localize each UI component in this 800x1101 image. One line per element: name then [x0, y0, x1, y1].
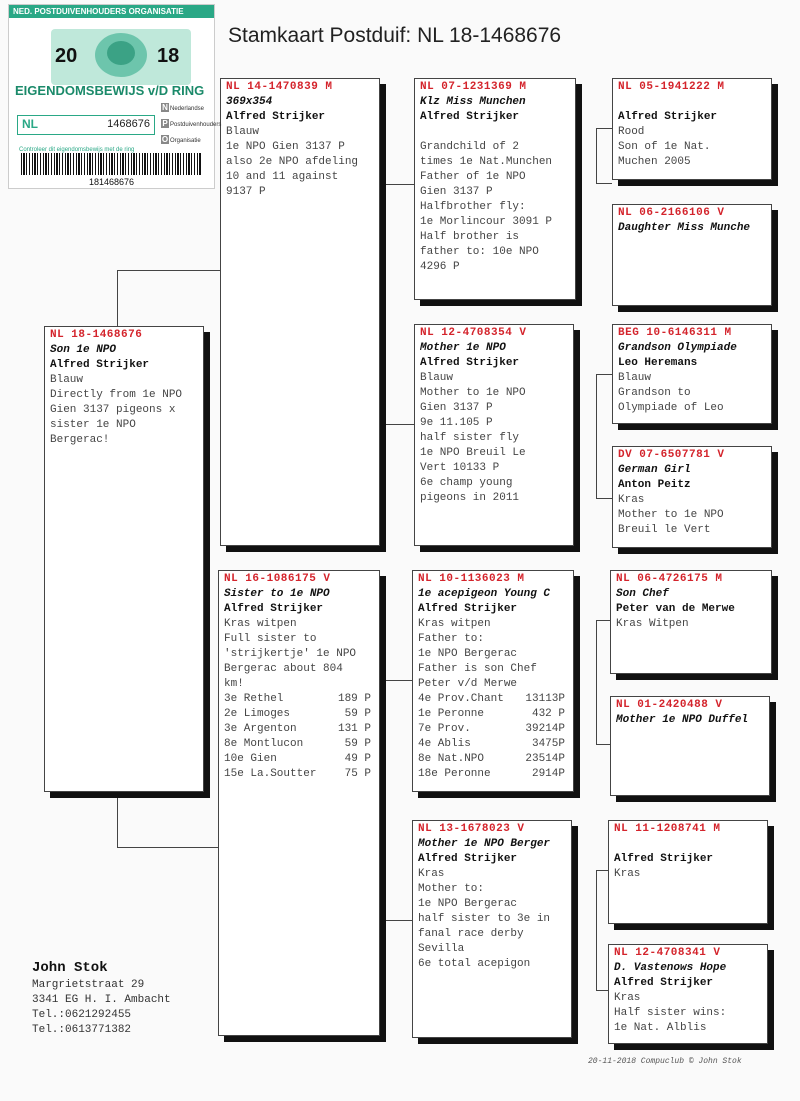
pigeon-name: Grandson Olympiade [618, 342, 737, 354]
spacer [420, 125, 571, 140]
race-result: 3e Rethel 189 P [224, 693, 371, 705]
ddd-card [608, 944, 768, 1044]
owner-name: Alfred Strijker [614, 977, 714, 989]
info-line: 9e 11.105 P [420, 417, 493, 429]
info-line: Bergerac about 804 [224, 663, 343, 675]
dsd-card [610, 696, 770, 796]
info-line: 'strijkertje' 1e NPO [224, 648, 357, 660]
year-right: 18 [157, 45, 180, 67]
info-line: Gien 3137 P [420, 186, 493, 198]
org-line: O Organisatie [161, 135, 201, 144]
barcode [21, 153, 201, 175]
owner-name: Alfred Strijker [618, 111, 718, 123]
owner-name: Peter van de Merwe [616, 603, 735, 615]
info-line: Father to: [418, 633, 485, 645]
owner-name: Alfred Strijker [614, 853, 714, 865]
connector [380, 680, 381, 920]
breeder-phone: Tel.:0621292455 [32, 1009, 132, 1021]
race-result: 15e La.Soutter 75 P [224, 768, 371, 780]
info-line: Kras [614, 992, 641, 1004]
info-line: Kras witpen [224, 618, 297, 630]
info-line: Blauw [420, 372, 454, 384]
info-line: Half sister wins: [614, 1007, 727, 1019]
ssd-card [612, 204, 772, 306]
info-line: 6e total acepigon [418, 958, 531, 970]
connector [380, 680, 412, 681]
info-line: half sister to 3e in [418, 913, 551, 925]
info-line: pigeons in 2011 [420, 492, 520, 504]
pigeon-name: German Girl [618, 464, 691, 476]
sire-dam-card [414, 324, 574, 546]
dam-card [218, 570, 380, 1036]
owner-name: Alfred Strijker [226, 111, 326, 123]
info-line: Blauw [226, 126, 260, 138]
race-result: 4e Ablis 3475P [418, 738, 565, 750]
page-title: Stamkaart Postduif: NL 18-1468676 [228, 24, 562, 47]
race-result: 1e Peronne 432 P [418, 708, 565, 720]
connector [380, 184, 381, 424]
barcode-number: 181468676 [88, 177, 135, 187]
subject-card [44, 326, 204, 792]
race-result: 2e Limoges 59 P [224, 708, 371, 720]
race-result: 8e Nat.NPO 23514P [418, 753, 565, 765]
connector [596, 128, 597, 183]
pigeon-name: Mother 1e NPO Berger [418, 838, 551, 850]
info-line: Kras [418, 868, 445, 880]
info-line: Gien 3137 pigeons x [50, 404, 176, 416]
connector [596, 374, 597, 498]
info-line: Kras witpen [418, 618, 491, 630]
ring-number: NL 16-1086175 V [224, 573, 331, 585]
certificate-header: NED. POSTDUIVENHOUDERS ORGANISATIE [9, 5, 214, 18]
breeder-address: Margrietstraat 29 [32, 979, 145, 991]
owner-name: Alfred Strijker [420, 111, 520, 123]
pigeon-name: Mother 1e NPO Duffel [616, 714, 749, 726]
info-line: Halfbrother fly: [420, 201, 526, 213]
info-line: 1e NPO Bergerac [418, 648, 518, 660]
breeder-address: 3341 EG H. I. Ambacht [32, 994, 171, 1006]
race-result: 4e Prov.Chant 13113P [418, 693, 565, 705]
ring-certificate [8, 4, 222, 189]
info-line: Son of 1e Nat. [618, 141, 711, 153]
ring-number: NL 06-2166106 V [618, 207, 725, 219]
connector [596, 870, 597, 990]
info-line: Mother to 1e NPO [618, 509, 724, 521]
info-line: Kras [614, 868, 641, 880]
breeder-phone: Tel.:0613771382 [32, 1024, 132, 1036]
info-line: 9137 P [226, 186, 266, 198]
sire-card [220, 78, 380, 546]
year-left: 20 [55, 45, 78, 67]
pigeon-name [618, 95, 767, 110]
ring-number: NL 18-1468676 [50, 329, 143, 341]
connector [596, 870, 608, 871]
connector [596, 498, 612, 499]
info-line: Grandson to [618, 387, 691, 399]
ring-serial: 1468676 [107, 118, 150, 130]
owner-name: Leo Heremans [618, 357, 698, 369]
info-line: Muchen 2005 [618, 156, 691, 168]
info-line: 1e Morlincour 3091 P [420, 216, 553, 228]
pigeon-name: Son 1e NPO [50, 344, 117, 356]
info-line: Olympiade of Leo [618, 402, 724, 414]
connector [117, 792, 118, 847]
dds-card [608, 820, 768, 924]
ring-number: NL 05-1941222 M [618, 81, 725, 93]
ring-number: NL 13-1678023 V [418, 823, 525, 835]
ring-number: NL 06-4726175 M [616, 573, 723, 585]
race-result: 18e Peronne 2914P [418, 768, 565, 780]
owner-name: Alfred Strijker [418, 853, 518, 865]
pigeon-name: D. Vastenows Hope [614, 962, 727, 974]
race-result: 7e Prov. 39214P [418, 723, 565, 735]
info-line: 1e NPO Breuil Le [420, 447, 526, 459]
info-line: Father of 1e NPO [420, 171, 526, 183]
ring-number: NL 07-1231369 M [420, 81, 527, 93]
owner-name: Alfred Strijker [418, 603, 518, 615]
pigeon-name [614, 837, 763, 852]
owner-name: Anton Peitz [618, 479, 691, 491]
info-line: Vert 10133 P [420, 462, 500, 474]
info-line: 6e champ young [420, 477, 513, 489]
info-line: Blauw [618, 372, 652, 384]
info-line: Mother to: [418, 883, 485, 895]
pigeon-name: Mother 1e NPO [420, 342, 506, 354]
ring-number: NL 01-2420488 V [616, 699, 723, 711]
info-line: 1e NPO Bergerac [418, 898, 518, 910]
ring-number: BEG 10-6146311 M [618, 327, 732, 339]
sdd-card [612, 446, 772, 548]
info-line: Peter v/d Merwe [418, 678, 518, 690]
pigeon-name: Klz Miss Munchen [420, 96, 526, 108]
info-line: 4296 P [420, 261, 460, 273]
breeder-name: John Stok [32, 960, 108, 976]
sss-card [612, 78, 772, 180]
ring-number: NL 10-1136023 M [418, 573, 525, 585]
sds-card [612, 324, 772, 424]
connector [380, 184, 414, 185]
race-result: 8e Montlucon 59 P [224, 738, 371, 750]
info-line: Blauw [50, 374, 84, 386]
connector [117, 270, 118, 326]
footer: 20-11-2018 Compuclub © John Stok [588, 1057, 742, 1066]
ring-number: NL 12-4708354 V [420, 327, 527, 339]
owner-name: Alfred Strijker [420, 357, 520, 369]
certificate-note: Controleer dit eigendomsbewijs met de ring [19, 147, 135, 153]
info-line: half sister fly [420, 432, 520, 444]
sire-sire-card [414, 78, 576, 300]
info-line: Grandchild of 2 [420, 141, 520, 153]
info-line: sister 1e NPO [50, 419, 136, 431]
ring-number-box [17, 115, 155, 135]
connector [380, 424, 414, 425]
pigeon-name: 1e acepigeon Young C [418, 588, 551, 600]
info-line: Father is son Chef [418, 663, 537, 675]
connector [596, 183, 612, 184]
org-line: N Nederlandse [162, 103, 205, 112]
ring-number: DV 07-6507781 V [618, 449, 725, 461]
pigeon-name: Sister to 1e NPO [224, 588, 330, 600]
org-line: P Postduivenhouders [162, 119, 222, 128]
pigeon-name: Son Chef [616, 588, 669, 600]
pigeon-name: 369x354 [226, 96, 273, 108]
info-line: Gien 3137 P [420, 402, 493, 414]
info-line: 1e NPO Gien 3137 P [226, 141, 345, 153]
info-line: Half brother is [420, 231, 520, 243]
info-line: Kras [618, 494, 645, 506]
connector [596, 620, 597, 744]
certificate-banner: EIGENDOMSBEWIJS v/D RING [15, 83, 205, 98]
ring-number: NL 11-1208741 M [614, 823, 721, 835]
info-line: km! [224, 678, 244, 690]
info-line: Kras Witpen [616, 618, 689, 630]
info-line: fanal race derby [418, 928, 524, 940]
race-result: 3e Argenton 131 P [224, 723, 371, 735]
connector [117, 847, 218, 848]
ring-number: NL 12-4708341 V [614, 947, 721, 959]
pigeon-name: Daughter Miss Munche [618, 222, 751, 234]
owner-name: Alfred Strijker [224, 603, 324, 615]
owner-name: Alfred Strijker [50, 359, 150, 371]
breeder-info [32, 958, 171, 1038]
info-line: 1e Nat. Alblis [614, 1022, 707, 1034]
connector [596, 374, 612, 375]
info-line: 10 and 11 against [226, 171, 339, 183]
info-line: Rood [618, 126, 645, 138]
connector [380, 920, 412, 921]
connector [596, 128, 612, 129]
info-line: times 1e Nat.Munchen [420, 156, 553, 168]
race-result: 10e Gien 49 P [224, 753, 371, 765]
info-line: Breuil le Vert [618, 524, 711, 536]
dss-card [610, 570, 772, 674]
dam-sire-card [412, 570, 574, 792]
country-code: NL [22, 117, 38, 131]
info-line: Directly from 1e NPO [50, 389, 183, 401]
info-line: also 2e NPO afdeling [226, 156, 359, 168]
info-line: Full sister to [224, 633, 317, 645]
info-line: Mother to 1e NPO [420, 387, 526, 399]
info-line: father to: 10e NPO [420, 246, 539, 258]
info-line: Bergerac! [50, 434, 110, 446]
dam-dam-card [412, 820, 572, 1038]
connector [117, 270, 220, 271]
ring-number: NL 14-1470839 M [226, 81, 333, 93]
info-line: Sevilla [418, 943, 465, 955]
